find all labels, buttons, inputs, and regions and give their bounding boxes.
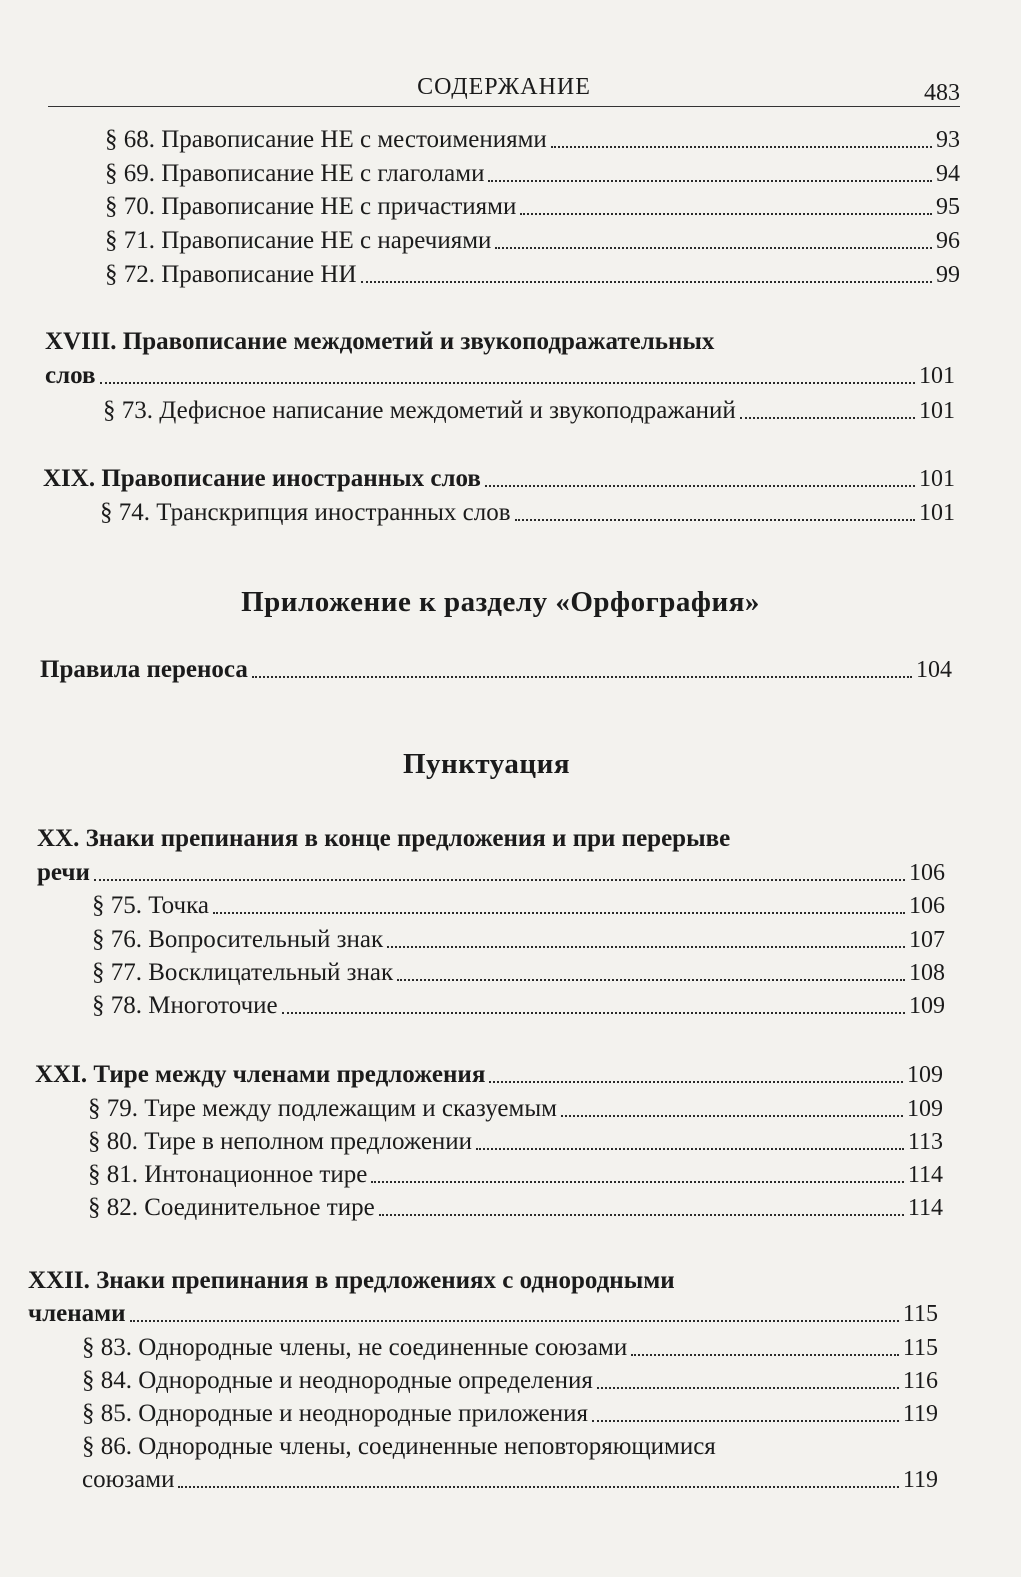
toc-entry-68: § 68. Правописание НЕ с местоимениями 93	[105, 126, 960, 153]
running-head-title: СОДЕРЖАНИЕ	[417, 74, 591, 100]
toc-entry-75: § 75. Точка 106	[92, 892, 945, 919]
toc-entry-77: § 77. Восклицательный знак 108	[92, 959, 945, 986]
chapter-22-entry: членами 115	[28, 1300, 938, 1327]
toc-entry-80: § 80. Тире в неполном предложении 113	[88, 1128, 943, 1155]
toc-entry-79: § 79. Тире между подлежащим и сказуемым 109	[88, 1095, 943, 1122]
chapter-20-title: XX. Знаки препинания в конце предложения и при перерыве	[37, 825, 731, 852]
toc-entry-72: § 72. Правописание НИ 99	[105, 261, 960, 288]
chapter-19-entry: XIX. Правописание иностранных слов 101	[43, 465, 955, 492]
toc-entry-71: § 71. Правописание НЕ с наречиями 96	[105, 227, 960, 254]
toc-entry-76: § 76. Вопросительный знак 107	[92, 926, 945, 953]
punctuation-title: Пунктуация	[402, 748, 571, 780]
toc-entry-83: § 83. Однородные члены, не соединенные союзами 115	[82, 1334, 938, 1361]
toc-entry-78: § 78. Многоточие 109	[92, 992, 945, 1019]
appendix-title: Приложение к разделу «Орфография»	[241, 586, 760, 618]
chapter-18-title: XVIII. Правописание междометий и звукоподражательных	[45, 328, 715, 355]
toc-entry-81: § 81. Интонационное тире 114	[88, 1161, 943, 1188]
hyphenation-rules-entry: Правила переноса 104	[40, 656, 952, 683]
toc-entry-73: § 73. Дефисное написание междометий и звукоподражаний 101	[103, 397, 955, 424]
chapter-21-entry: XXI. Тире между членами предложения 109	[35, 1061, 943, 1088]
toc-entry-70: § 70. Правописание НЕ с причастиями 95	[105, 193, 960, 220]
chapter-20-entry: речи 106	[37, 859, 945, 886]
chapter-22-title: XXII. Знаки препинания в предложениях с однородными	[28, 1267, 675, 1294]
toc-entry-74: § 74. Транскрипция иностранных слов 101	[100, 499, 955, 526]
toc-entry-85: § 85. Однородные и неоднородные приложения 119	[82, 1400, 938, 1427]
chapter-18-entry: слов 101	[45, 362, 955, 389]
toc-entry-86-line1: § 86. Однородные члены, соединенные неповторяющимися	[82, 1433, 716, 1460]
toc-entry-84: § 84. Однородные и неоднородные определения 116	[82, 1367, 938, 1394]
running-head	[48, 72, 960, 107]
page-number: 483	[924, 80, 960, 106]
toc-entry-69: § 69. Правописание НЕ с глаголами 94	[105, 160, 960, 187]
toc-entry-82: § 82. Соединительное тире 114	[88, 1194, 943, 1221]
toc-entry-86: союзами 119	[82, 1466, 938, 1493]
